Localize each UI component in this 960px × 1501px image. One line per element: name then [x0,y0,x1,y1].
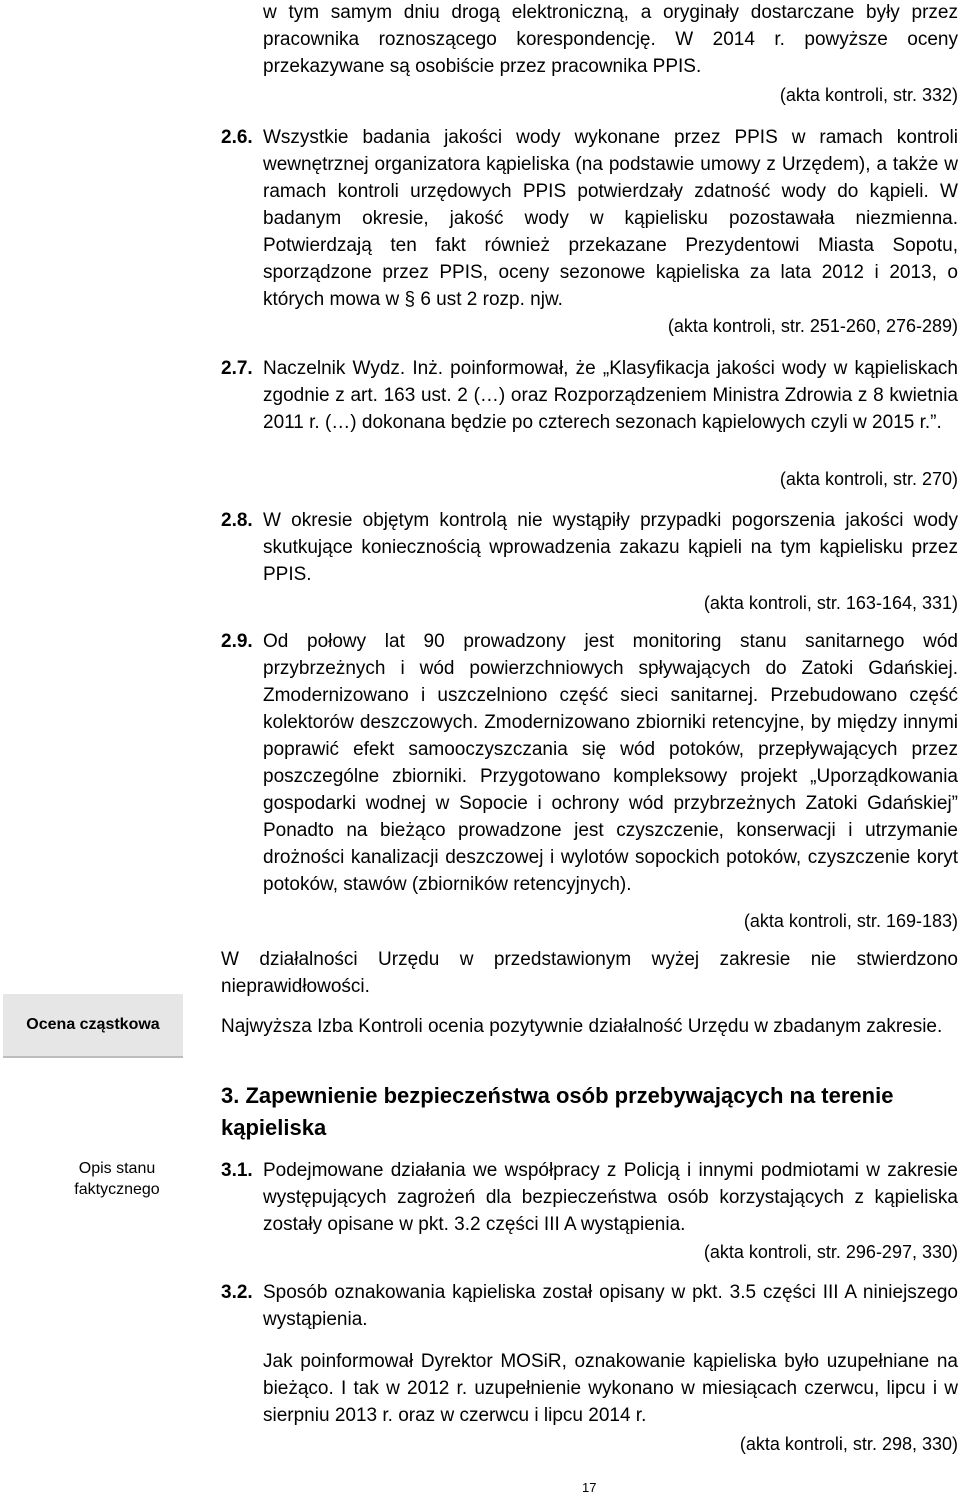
ref-332: (akta kontroli, str. 332) [779,85,958,105]
item-num-2-7: 2.7. [221,358,253,379]
ref-2-9: (akta kontroli, str. 169-183) [743,911,958,931]
section-3-heading: 3. Zapewnienie bezpieczeństwa osób przebywających na terenie kąpieliska [221,1083,894,1140]
item-num-2-6: 2.6. [221,127,253,148]
top-paragraph: w tym samym dniu drogą elektroniczną, a oryginały dostarczane były przez pracownika roznoszącego korespondencję. W 2014 r. powyższe oceny przekazywane są osobiście przez pracownika PPIS. [263,2,958,77]
ref-2-6: (akta kontroli, str. 251-260, 276-289) [667,316,958,336]
ocena-czastkowa-label: Ocena cząstkowa [3,994,183,1058]
item-text-2-6: Wszystkie badania jakości wody wykonane przez PPIS w ramach kontroli wewnętrznej organizatora kąpieliska (na podstawie umowy z Urzędem), a także w ramach kontroli urzędowych PPIS potwierdzały zdatność wody do kąpieli. W badanym okresie, jakość wody w kąpielisku pozostawała niezmienna. Potwierdzają ten fakt również przekazane Prezydentowi Miasta Sopotu, sporządzone przez PPIS, oceny sezonowe kąpieliska za lata 2012 i 2013, o których mowa w § 6 ust 2 rozp. njw. [263,127,958,310]
ref-2-7: (akta kontroli, str. 270) [779,469,958,489]
item-num-3-1: 3.1. [221,1160,253,1181]
item-text-3-2: Sposób oznakowania kąpieliska został opisany w pkt. 3.5 części III A niniejszego wystąpienia. [263,1282,958,1330]
item-num-2-9: 2.9. [221,631,253,652]
item-num-2-8: 2.8. [221,510,253,531]
item-text-2-9: Od połowy lat 90 prowadzony jest monitoring stanu sanitarnego wód przybrzeżnych i wód powierzchniowych spływających do Zatoki Gdańskiej. Zmodernizowano i uszczelniono część sieci sanitarnej. Przebudowano część kolektorów deszczowych. Zmodernizowano zbiorniki retencyjne, by między innymi poprawić efekt samooczyszczania się wód potoków, przepływających przez poszczególne zbiorniki. Przygotowano kompleksowy projekt „Uporządkowania gospodarki wodnej w Sopocie i ochrony wód przybrzeżnych Zatoki Gdańskiej” Ponadto na bieżąco prowadzone jest czyszczenie, konserwacji i utrzymanie drożności kanalizacji deszczowej i wylotów sopockich potoków, czyszczenie koryt potoków, stawów (zbiorników retencyjnych). [263,631,958,895]
page-number: 17 [582,1480,597,1495]
item-text-2-8: W okresie objętym kontrolą nie wystąpiły przypadki pogorszenia jakości wody skutkujące koniecznością wprowadzenia zakazu kąpieli na tym kąpielisku przez PPIS. [263,510,958,585]
opis-stanu-label: Opis stanu faktycznego [74,1160,160,1198]
item-text-3-1: Podejmowane działania we współpracy z Policją i innymi podmiotami w zakresie występujących zagrożeń dla bezpieczeństwa osób korzystających z kąpieliska zostały opisane w pkt. 3.2 części III A wystąpienia. [263,1160,958,1235]
ref-3-1: (akta kontroli, str. 296-297, 330) [703,1242,958,1262]
assessment-paragraph: Najwyższa Izba Kontroli ocenia pozytywnie działalność Urzędu w zbadanym zakresie. [221,1016,943,1037]
summary-paragraph: W działalności Urzędu w przedstawionym wyżej zakresie nie stwierdzono nieprawidłowości. [221,949,958,997]
mosir-paragraph: Jak poinformował Dyrektor MOSiR, oznakowanie kąpieliska było uzupełniane na bieżąco. I tak w 2012 r. uzupełnienie wykonano w miesiącach czerwcu, lipcu i w sierpniu 2013 r. oraz w czerwcu i lipcu 2014 r. [263,1351,958,1426]
item-num-3-2: 3.2. [221,1282,253,1303]
item-text-2-7: Naczelnik Wydz. Inż. poinformował, że „Klasyfikacja jakości wody w kąpieliskach zgodnie z art. 163 ust. 2 (…) oraz Rozporządzeniem Ministra Zdrowia z 8 kwietnia 2011 r. (…) dokonana będzie po czterech sezonach kąpielowych czyli w 2015 r.”. [263,358,958,433]
ref-mosir: (akta kontroli, str. 298, 330) [739,1434,958,1454]
ref-2-8: (akta kontroli, str. 163-164, 331) [703,593,958,613]
